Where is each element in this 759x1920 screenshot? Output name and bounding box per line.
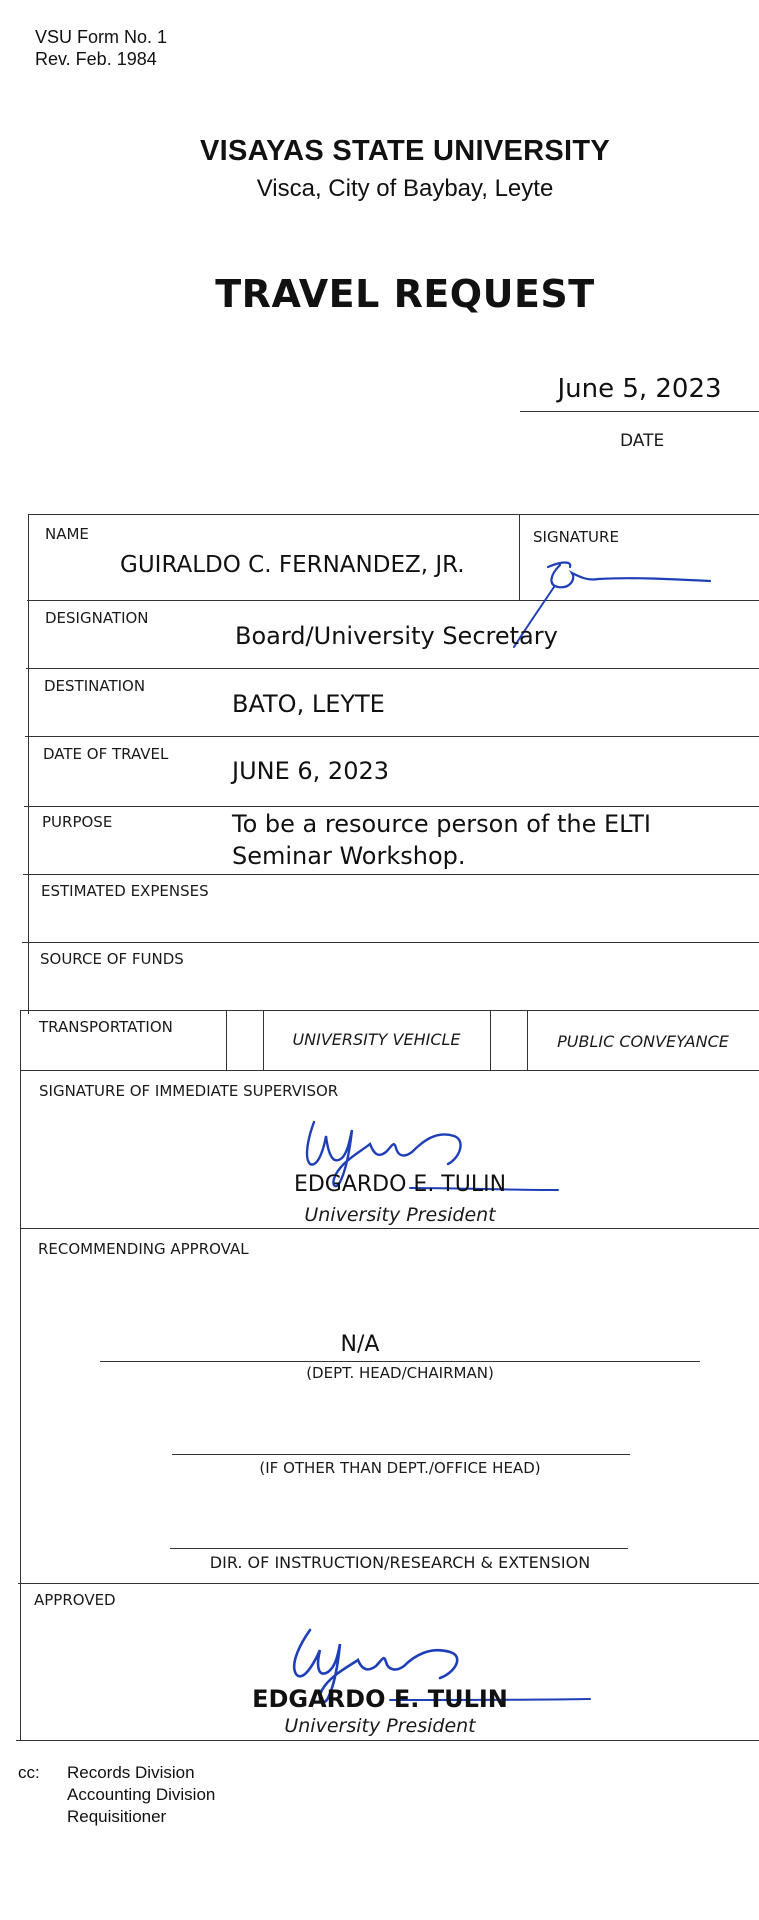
dept-head-line — [100, 1361, 700, 1362]
recommending-approval-label: RECOMMENDING APPROVAL — [38, 1240, 249, 1258]
university-address: Visca, City of Baybay, Leyte — [256, 175, 554, 202]
supervisor-label: SIGNATURE OF IMMEDIATE SUPERVISOR — [39, 1082, 339, 1100]
supervisor-name: EDGARDO E. TULIN — [293, 1172, 507, 1197]
other-head-caption: (IF OTHER THAN DEPT./OFFICE HEAD) — [259, 1459, 541, 1477]
date-value: June 5, 2023 — [557, 374, 722, 404]
form-revision: Rev. Feb. 1984 — [35, 49, 157, 69]
transportation-label: TRANSPORTATION — [39, 1018, 173, 1036]
director-line — [170, 1548, 628, 1549]
university-name: VISAYAS STATE UNIVERSITY — [199, 135, 611, 167]
destination-value: BATO, LEYTE — [232, 690, 385, 718]
director-caption: DIR. OF INSTRUCTION/RESEARCH & EXTENSION — [209, 1553, 591, 1572]
approver-name: EDGARDO E. TULIN — [252, 1685, 508, 1713]
dept-head-value: N/A — [300, 1332, 420, 1357]
cc-label: cc: — [18, 1763, 40, 1782]
date-of-travel-label: DATE OF TRAVEL — [43, 745, 169, 763]
name-value: GUIRALDO C. FERNANDEZ, JR. — [120, 552, 465, 578]
name-label: NAME — [45, 525, 89, 543]
transport-public-conveyance: PUBLIC CONVEYANCE — [557, 1032, 729, 1051]
dept-head-caption: (DEPT. HEAD/CHAIRMAN) — [306, 1364, 494, 1382]
approved-label: APPROVED — [34, 1591, 116, 1609]
purpose-label: PURPOSE — [42, 813, 113, 831]
cc-item: Accounting Division — [67, 1785, 216, 1804]
designation-value: Board/University Secretary — [235, 622, 558, 650]
cc-item: Records Division — [67, 1763, 195, 1782]
purpose-value-line1: To be a resource person of the ELTI — [232, 810, 651, 838]
transport-university-vehicle: UNIVERSITY VEHICLE — [292, 1030, 461, 1049]
date-label: DATE — [620, 431, 665, 451]
signature-label: SIGNATURE — [533, 528, 619, 546]
date-of-travel-value: JUNE 6, 2023 — [232, 757, 389, 785]
designation-label: DESIGNATION — [45, 609, 149, 627]
destination-label: DESTINATION — [44, 677, 146, 695]
purpose-value-line2: Seminar Workshop. — [232, 842, 466, 870]
date-underline — [520, 411, 759, 412]
form-title: TRAVEL REQUEST — [215, 272, 595, 316]
cc-item: Requisitioner — [67, 1807, 167, 1826]
estimated-expenses-label: ESTIMATED EXPENSES — [41, 882, 209, 900]
other-head-line — [172, 1454, 630, 1455]
supervisor-title: University President — [304, 1204, 496, 1226]
form-number: VSU Form No. 1 — [35, 27, 168, 47]
source-of-funds-label: SOURCE OF FUNDS — [40, 950, 184, 968]
approver-title: University President — [284, 1715, 476, 1737]
